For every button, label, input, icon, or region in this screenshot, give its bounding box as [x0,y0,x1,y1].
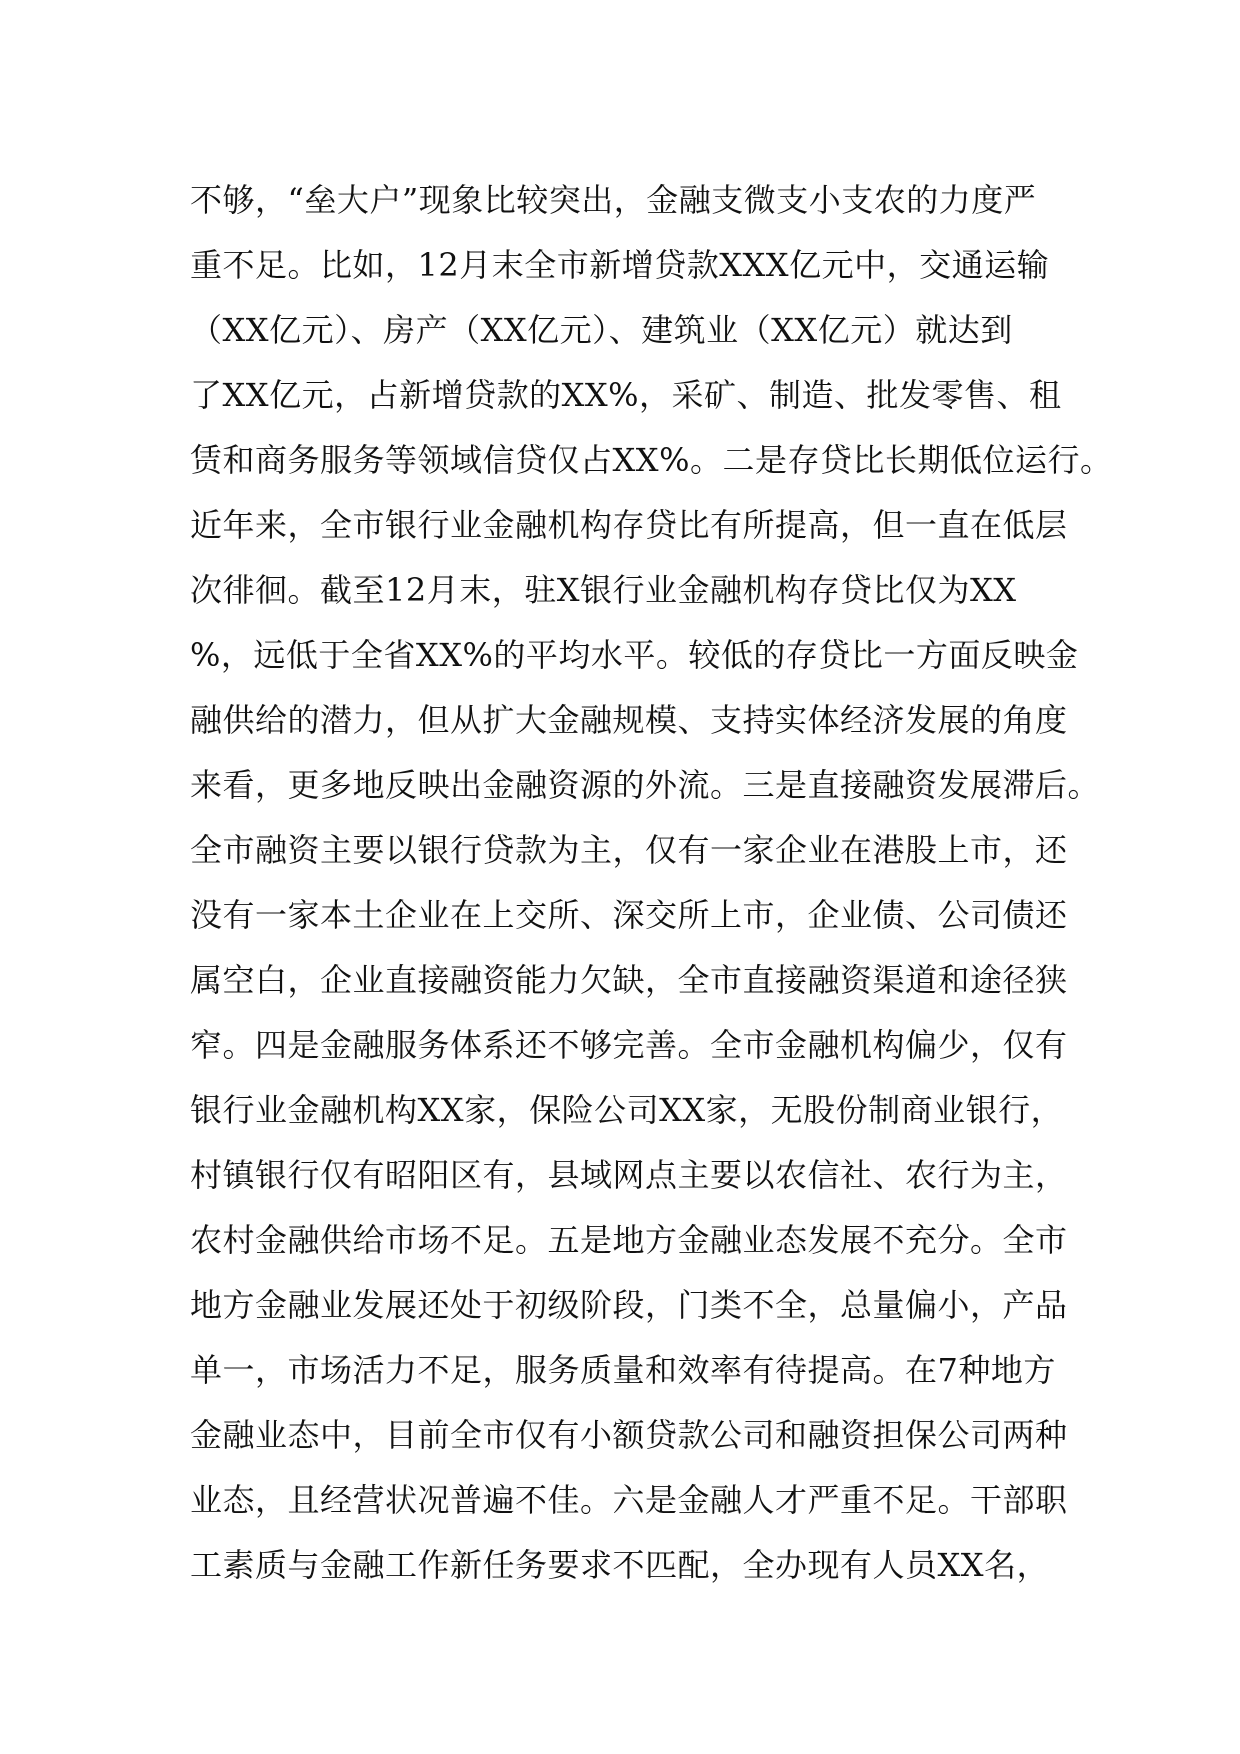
text-line: 银行业金融机构XX家，保险公司XX家，无股份制商业银行， [190,1091,1064,1129]
text-line: 金融业态中，目前全市仅有小额贷款公司和融资担保公司两种 [190,1416,1068,1454]
text-line: 窄。四是金融服务体系还不够完善。全市金融机构偏少，仅有 [190,1026,1068,1064]
text-line: 业态，且经营状况普遍不佳。六是金融人才严重不足。干部职 [190,1481,1068,1519]
text-line: 全市融资主要以银行贷款为主，仅有一家企业在港股上市，还 [190,831,1068,869]
text-line: %，远低于全省XX%的平均水平。较低的存贷比一方面反映金 [190,636,1079,674]
text-line: 属空白，企业直接融资能力欠缺，全市直接融资渠道和途径狭 [190,961,1068,999]
text-line: （XX亿元）、房产（XX亿元）、建筑业（XX亿元）就达到 [190,311,1013,349]
text-line: 不够，“垒大户”现象比较突出，金融支微支小支农的力度严 [190,181,1037,219]
body-text [190,168,1113,1598]
text-line: 赁和商务服务等领域信贷仅占XX%。二是存贷比长期低位运行。 [190,441,1113,479]
text-line: 工素质与金融工作新任务要求不匹配，全办现有人员XX名， [190,1546,1050,1584]
text-line: 了XX亿元，占新增贷款的XX%，采矿、制造、批发零售、租 [190,376,1062,414]
text-line: 没有一家本土企业在上交所、深交所上市，企业债、公司债还 [190,896,1068,934]
text-line: 农村金融供给市场不足。五是地方金融业态发展不充分。全市 [190,1221,1068,1259]
text-line: 融供给的潜力，但从扩大金融规模、支持实体经济发展的角度 [190,701,1068,739]
text-line: 地方金融业发展还处于初级阶段，门类不全，总量偏小，产品 [190,1286,1068,1324]
text-line: 来看，更多地反映出金融资源的外流。三是直接融资发展滞后。 [190,766,1101,804]
text-line: 次徘徊。截至12月末，驻X银行业金融机构存贷比仅为XX [190,571,1017,609]
text-line: 近年来，全市银行业金融机构存贷比有所提高，但一直在低层 [190,506,1068,544]
text-line: 重不足。比如，12月末全市新增贷款XXX亿元中，交通运输 [190,246,1050,284]
text-line: 村镇银行仅有昭阳区有，县域网点主要以农信社、农行为主， [190,1156,1068,1194]
text-line: 单一，市场活力不足，服务质量和效率有待提高。在7种地方 [190,1351,1056,1389]
